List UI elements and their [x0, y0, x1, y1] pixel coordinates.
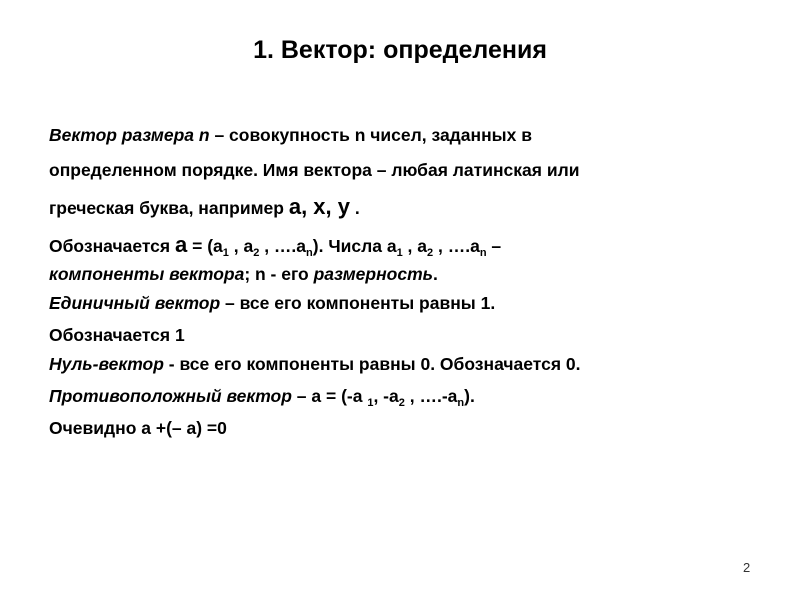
term-components: компоненты вектора: [49, 264, 245, 284]
opposite-close: ).: [464, 386, 475, 406]
notation-sep: , a: [228, 236, 254, 256]
slide-title: 1. Вектор: определения: [253, 36, 547, 64]
vector-name-line: определенном порядке. Имя вектора – любая латинская или: [49, 160, 580, 180]
vector-example-line: [49, 193, 360, 221]
notation-close: ). Числа a: [312, 236, 397, 256]
vector-definition-line: [49, 125, 532, 147]
subscript: n: [306, 247, 313, 259]
term-vector-size-n: Вектор размера n: [49, 125, 210, 145]
term-dimension: размерность: [313, 264, 434, 284]
components-line: [49, 264, 438, 286]
zero-vector-text: - все его компоненты равны 0. Обозначается 0.: [163, 354, 581, 374]
notation-eq-open: = (a: [187, 236, 223, 256]
subscript: n: [457, 397, 465, 409]
page-number: 2: [743, 560, 751, 575]
example-end: .: [350, 198, 360, 218]
opposite-vector-line: [49, 386, 475, 408]
components-mid: ; n - его: [244, 264, 314, 284]
notation-line: [49, 231, 501, 259]
subscript: 1: [222, 247, 229, 259]
example-intro: греческая буква, например: [49, 198, 289, 218]
subscript: 1: [367, 397, 374, 409]
notation-sep: , a: [402, 236, 428, 256]
term-zero-vector: Нуль-вектор: [49, 354, 164, 374]
example-letters: a, x, y: [288, 194, 350, 219]
subscript: 2: [398, 397, 405, 409]
vector-definition-text: – совокупность n чисел, заданных в: [209, 125, 532, 145]
notation-label: Обозначается: [49, 236, 175, 256]
notation-sep: , ….a: [259, 236, 307, 256]
unit-vector-text: – все его компоненты равны 1.: [220, 293, 496, 313]
subscript: n: [479, 247, 487, 259]
term-opposite-vector: Противоположный вектор: [49, 386, 292, 406]
zero-vector-line: [49, 354, 581, 376]
term-unit-vector: Единичный вектор: [49, 293, 221, 313]
subscript: 2: [427, 247, 434, 259]
opposite-sep: , ….-a: [404, 386, 458, 406]
notation-sep: , ….a: [433, 236, 480, 256]
opposite-eq-open: – a = (-a: [291, 386, 368, 406]
components-end: .: [433, 264, 438, 284]
notation-vector-symbol: a: [175, 232, 188, 257]
notation-dash: –: [486, 236, 502, 256]
unit-vector-notation: Обозначается 1: [49, 325, 185, 345]
opposite-sep: , -a: [373, 386, 399, 406]
unit-vector-line: [49, 293, 495, 315]
subscript: 2: [253, 247, 260, 259]
subscript: 1: [396, 247, 403, 259]
obvious-identity-line: Очевидно a +(– a) =0: [49, 418, 227, 438]
